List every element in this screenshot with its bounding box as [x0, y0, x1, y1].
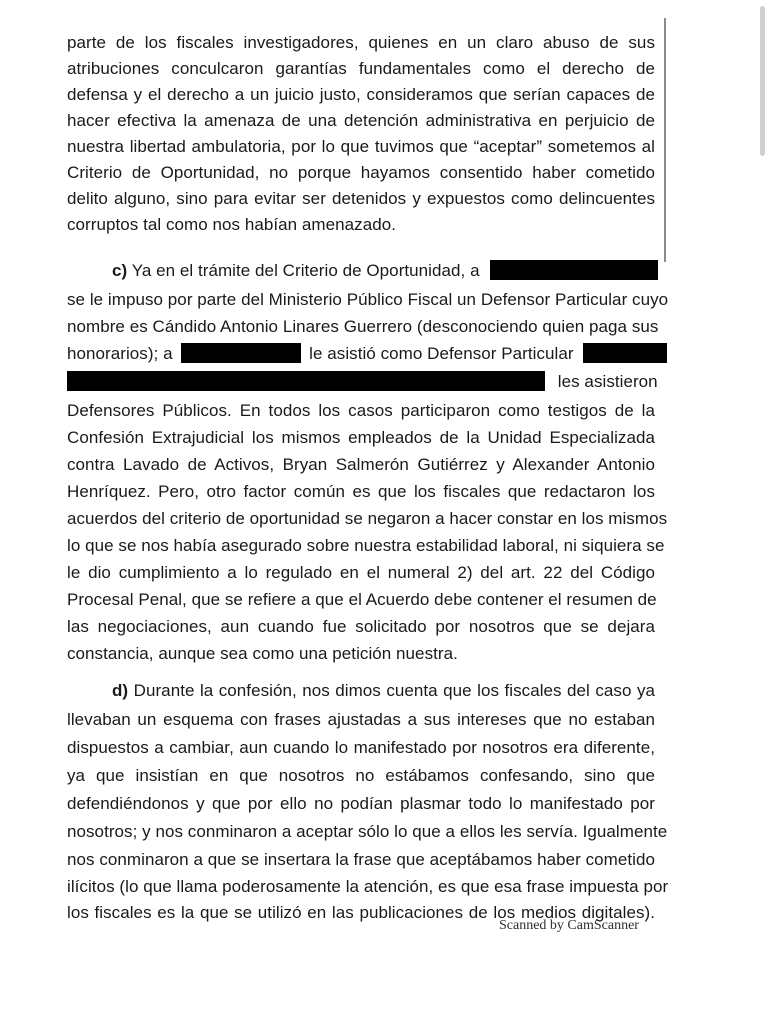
camscanner-watermark: Scanned by CamScanner: [499, 918, 639, 933]
text-line: ilícitos (lo que llama poderosamente la atención, es que esa frase impuesta por: [67, 877, 669, 896]
text-line: lo que se nos había asegurado sobre nuestra estabilidad laboral, ni siquiera se: [67, 536, 665, 555]
scan-shadow-edge: [664, 18, 666, 262]
text-line: los fiscales es la que se utilizó en las publicaciones de los medios digitales).: [67, 903, 655, 922]
text-line: nosotros; y nos conminaron a aceptar sólo lo que a ellos les servía. Igualmente: [67, 822, 668, 841]
text-line: Criterio de Oportunidad, no porque hayamos consentido haber cometido: [67, 163, 655, 182]
text-line: hacer efectiva la amenaza de una detención administrativa en perjuicio de: [67, 111, 655, 130]
redaction-bar: [67, 371, 545, 391]
text-line: nombre es Cándido Antonio Linares Guerrero (desconociendo quien paga sus: [67, 317, 659, 336]
text-line: corruptos tal como nos habían amenazado.: [67, 215, 396, 234]
paragraph-c-first-line: [112, 258, 655, 284]
text-line: contra Lavado de Activos, Bryan Salmerón Gutiérrez y Alexander Antonio: [67, 455, 655, 474]
redaction-bar: [490, 260, 658, 280]
text-line: le dio cumplimiento a lo regulado en el numeral 2) del art. 22 del Código: [67, 563, 655, 582]
text-line: Procesal Penal, que se refiere a que el Acuerdo debe contener el resumen de: [67, 590, 657, 609]
text-line: nuestra libertad ambulatoria, por lo que tuvimos que “aceptar” sometemos al: [67, 137, 655, 156]
text-line: dispuestos a cambiar, aun cuando lo manifestado por nosotros era diferente,: [67, 738, 655, 757]
paragraph-c-line-4: [67, 341, 655, 367]
text-line: Defensores Públicos. En todos los casos participaron como testigos de la: [67, 401, 655, 420]
redaction-bar: [583, 343, 667, 363]
text-line: defendiéndonos y que por ello no podían plasmar todo lo manifestado por: [67, 794, 655, 813]
text-line: las negociaciones, aun cuando fue solicitado por nosotros que se dejara: [67, 617, 655, 636]
text-segment: honorarios); a: [67, 344, 173, 363]
paragraph-c-line-5: [67, 369, 658, 395]
text-segment: les asistieron: [557, 372, 658, 391]
text-line: atribuciones conculcaron garantías fundamentales como el derecho de: [67, 59, 655, 78]
paragraph-d-first-line: [112, 678, 655, 704]
text-line: defensa y el derecho a un juicio justo, consideramos que serían capaces de: [67, 85, 655, 104]
paragraph-label-c: c): [112, 261, 128, 280]
text-segment: Ya en el trámite del Criterio de Oportunidad, a: [131, 261, 480, 280]
text-line: acuerdos del criterio de oportunidad se negaron a hacer constar en los mismos: [67, 509, 668, 528]
text-line: parte de los fiscales investigadores, quienes en un claro abuso de sus: [67, 33, 655, 52]
text-line: constancia, aunque sea como una petición nuestra.: [67, 644, 458, 663]
text-line: Henríquez. Pero, otro factor común es que los fiscales que redactaron los: [67, 482, 655, 501]
text-line: se le impuso por parte del Ministerio Público Fiscal un Defensor Particular cuyo: [67, 290, 669, 309]
text-line: Confesión Extrajudicial los mismos empleados de la Unidad Especializada: [67, 428, 655, 447]
text-line: delito alguno, sino para evitar ser detenidos y expuestos como delincuentes: [67, 189, 655, 208]
text-line: ya que insistían en que nosotros no estábamos confesando, sino que: [67, 766, 655, 785]
text-line: llevaban un esquema con frases ajustadas a sus intereses que no estaban: [67, 710, 655, 729]
redaction-bar: [181, 343, 301, 363]
text-line: nos conminaron a que se insertara la frase que aceptábamos haber cometido: [67, 850, 655, 869]
text-segment: Durante la confesión, nos dimos cuenta que los fiscales del caso ya: [133, 681, 656, 700]
text-segment: le asistió como Defensor Particular: [309, 344, 574, 363]
vertical-scrollbar-thumb[interactable]: [760, 6, 765, 156]
paragraph-label-d: d): [112, 681, 129, 700]
